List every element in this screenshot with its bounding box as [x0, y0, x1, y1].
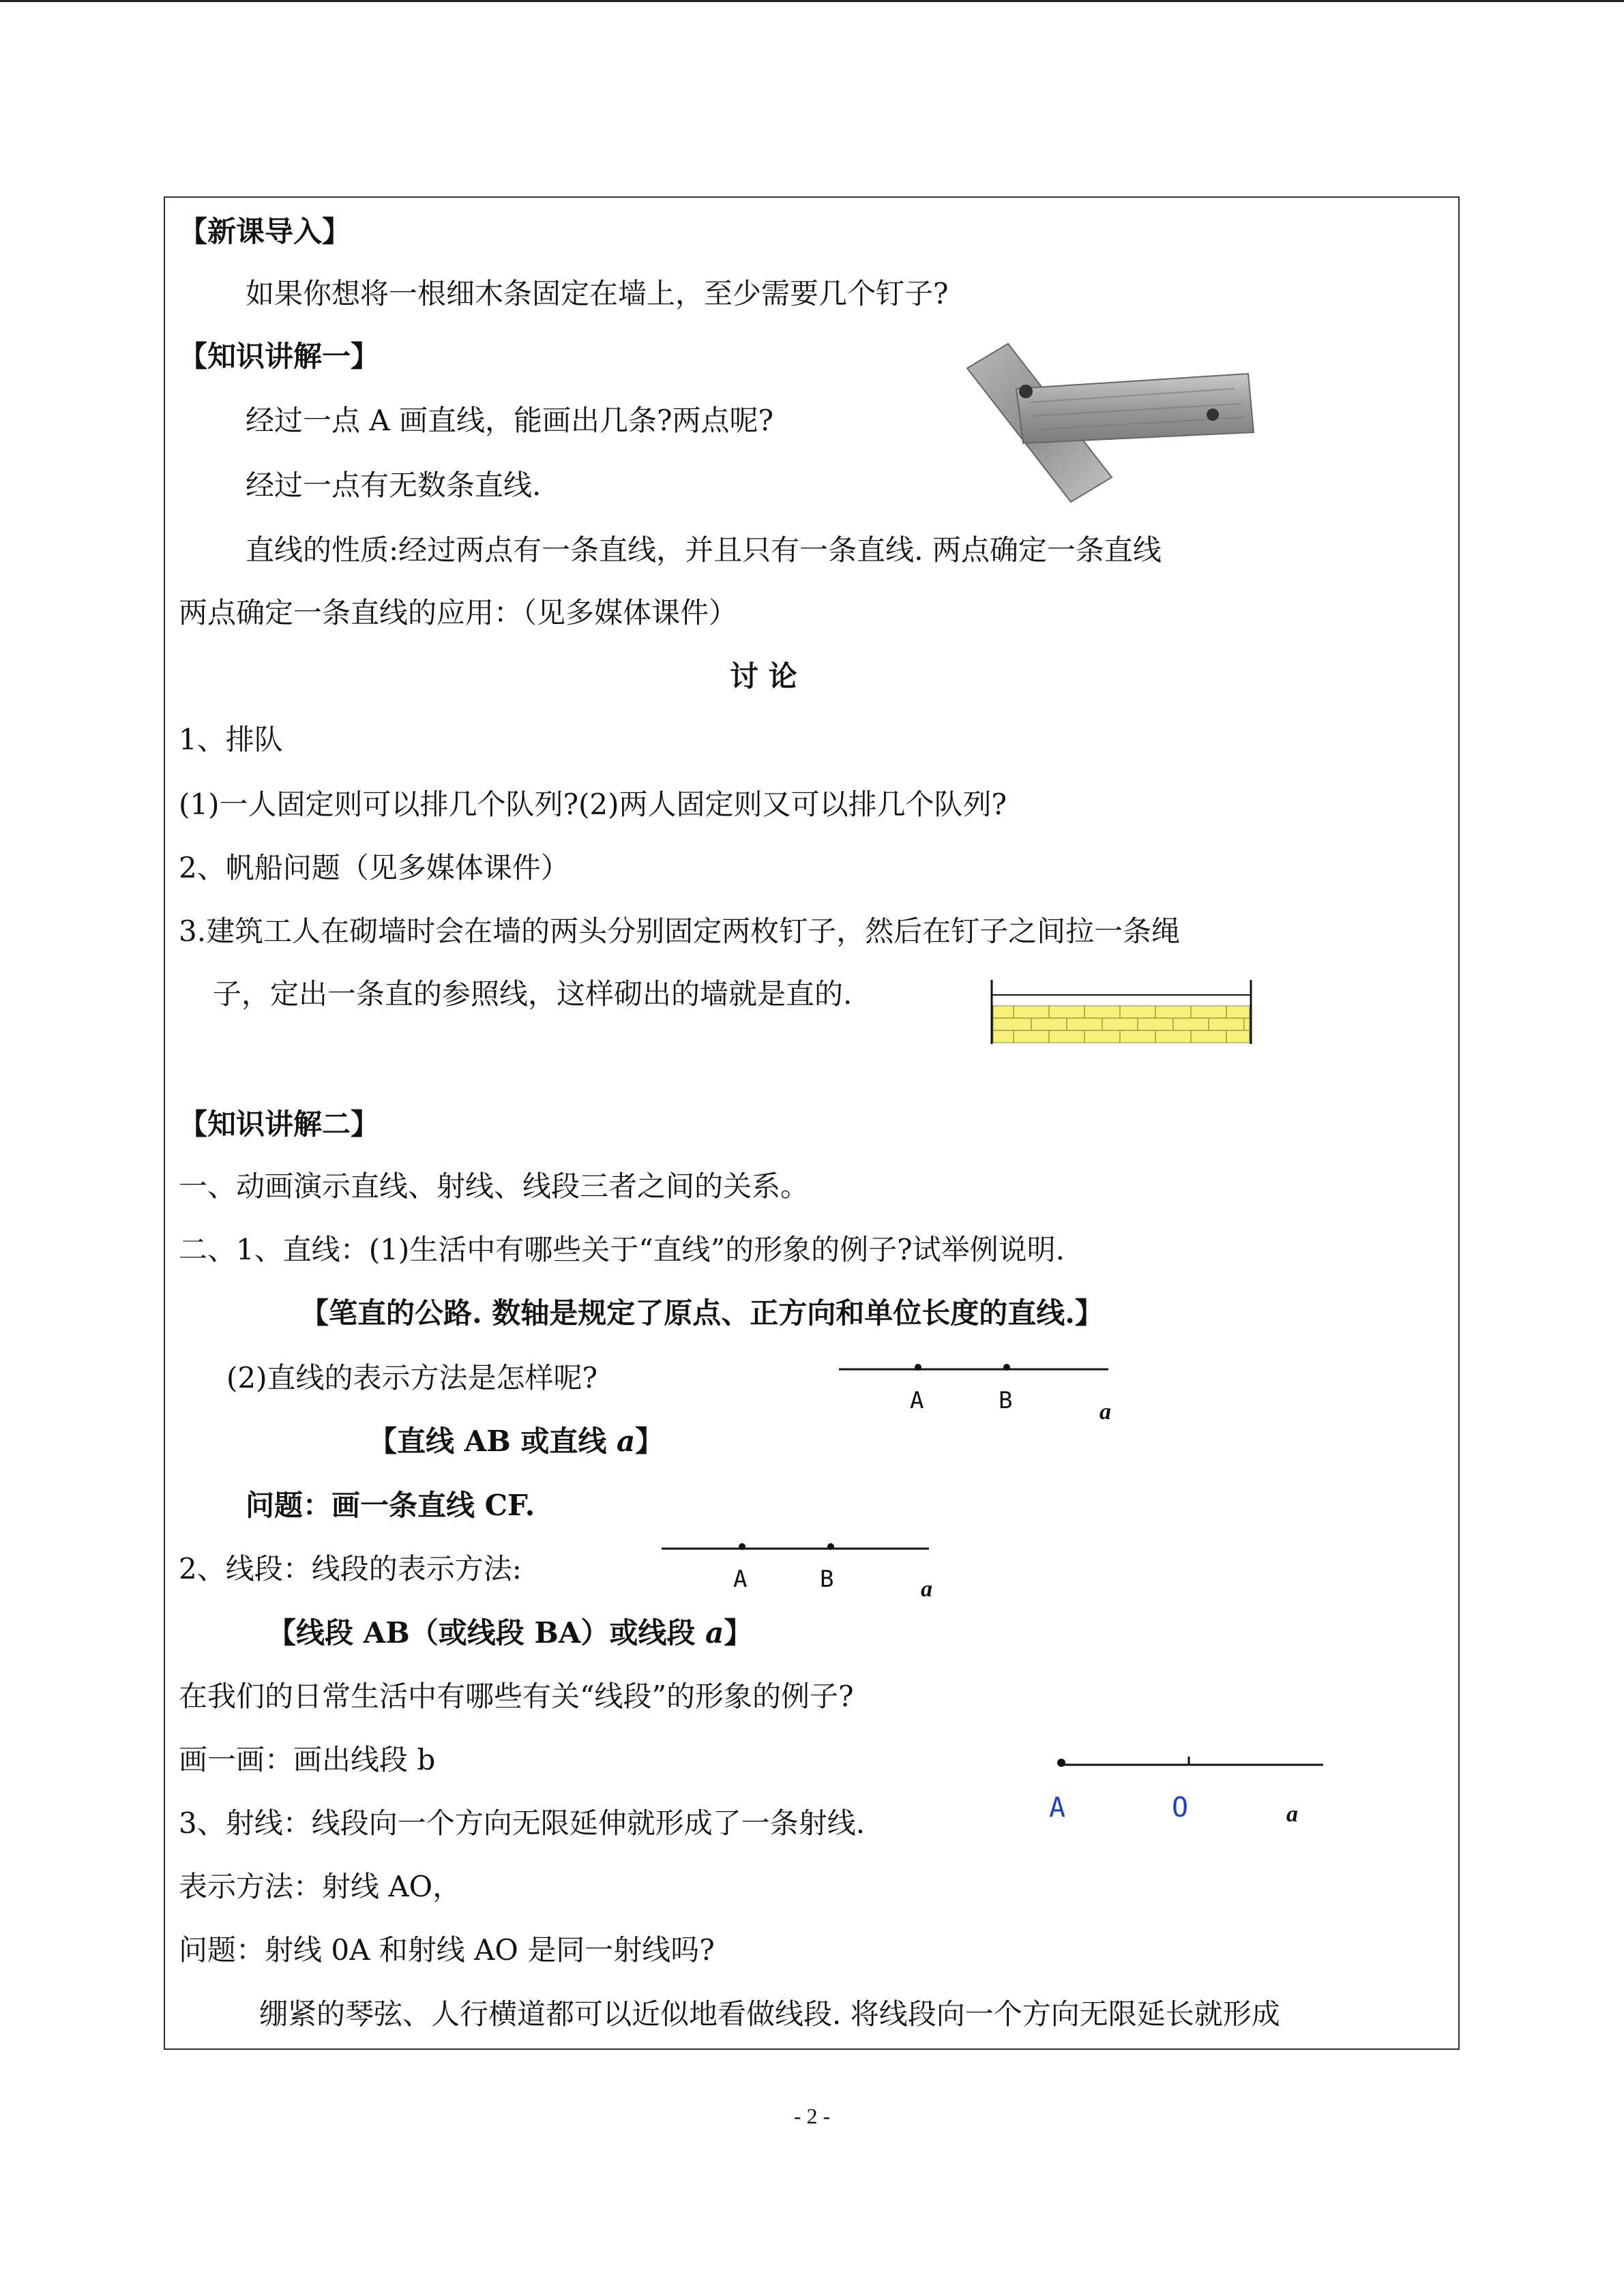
discussion-item-1-detail: (1)一人固定则可以排几个队列?(2)两人固定则又可以排几个队列?: [179, 788, 1007, 821]
ray-label-o: O: [1172, 1792, 1189, 1823]
line-ab-figure: [839, 1357, 1112, 1377]
text-line-answer: 【笔直的公路. 数轴是规定了原点、正方向和单位长度的直线.】: [300, 1296, 1104, 1330]
text-taut-string: 绷紧的琴弦、人行横道都可以近似地看做线段. 将线段向一个方向无限延长就形成: [259, 1997, 1280, 2031]
heading-knowledge-one: 【知识讲解一】: [179, 340, 380, 373]
heading-discussion: 讨 论: [730, 659, 797, 693]
segment-point-b: [827, 1543, 834, 1550]
text-draw-segment-b: 画一画：画出线段 b: [179, 1743, 436, 1776]
segment-ab-figure: [662, 1536, 934, 1557]
point-a-dot: [915, 1364, 921, 1371]
text-line-point-a: 经过一点 A 画直线，能画出几条?两点呢?: [246, 404, 774, 437]
text-line-property: 直线的性质:经过两点有一条直线，并且只有一条直线. 两点确定一条直线: [246, 533, 1162, 567]
page-number: - 2 -: [793, 2104, 831, 2128]
discussion-item-1: 1、排队: [179, 723, 283, 756]
question-nails: 如果你想将一根细木条固定在墙上，至少需要几个钉子?: [246, 277, 949, 310]
text-line-examples: 二、1、直线：(1)生活中有哪些关于“直线”的形象的例子?试举例说明.: [179, 1233, 1065, 1266]
top-border: [0, 0, 1624, 2]
discussion-item-2: 2、帆船问题（见多媒体课件）: [179, 851, 570, 884]
text-ray-definition: 3、射线：线段向一个方向无限延伸就形成了一条射线.: [179, 1806, 866, 1840]
segment-label-a: A: [733, 1566, 748, 1593]
text-ray-notation: 表示方法：射线 AO，: [179, 1870, 462, 1903]
line-name-a: a: [1099, 1399, 1111, 1425]
text-ray-question: 问题：射线 0A 和射线 AO 是同一射线吗?: [179, 1933, 715, 1967]
text-line-notation-question: (2)直线的表示方法是怎样呢?: [226, 1361, 598, 1395]
segment-name-a: a: [921, 1577, 932, 1602]
brick-wall-image: [989, 979, 1255, 1047]
text-infinite-lines: 经过一点有无数条直线.: [246, 468, 542, 502]
text-segment-examples: 在我们的日常生活中有哪些有关“线段”的形象的例子?: [179, 1680, 854, 1713]
wooden-sticks-image: [962, 341, 1269, 505]
text-line-notation-answer: 【直线 AB 或直线 a】: [368, 1425, 664, 1458]
ray-name-a: a: [1286, 1802, 1298, 1827]
line-label-a: A: [910, 1387, 924, 1414]
text-application: 两点确定一条直线的应用：（见多媒体课件）: [179, 596, 738, 629]
ray-ao-figure: [1050, 1751, 1330, 1772]
point-b-dot: [1003, 1364, 1010, 1371]
segment-label-b: B: [820, 1566, 834, 1593]
discussion-item-3-cont: 子，定出一条直的参照线，这样砌出的墙就是直的.: [213, 977, 853, 1011]
text-draw-line-cf: 问题：画一条直线 CF.: [246, 1489, 535, 1522]
line-label-b: B: [999, 1387, 1013, 1414]
heading-knowledge-two: 【知识讲解二】: [179, 1107, 380, 1141]
text-animation-demo: 一、动画演示直线、射线、线段三者之间的关系。: [179, 1169, 810, 1203]
text-segment-answer: 【线段 AB（或线段 BA）或线段 a】: [267, 1616, 753, 1650]
ray-label-a: A: [1049, 1792, 1066, 1823]
ray-endpoint-a: [1057, 1759, 1065, 1767]
text-segment-notation: 2、线段：线段的表示方法:: [179, 1552, 522, 1585]
heading-new-lesson: 【新课导入】: [179, 215, 351, 248]
discussion-item-3: 3.建筑工人在砌墙时会在墙的两头分别固定两枚钉子，然后在钉子之间拉一条绳: [179, 914, 1181, 948]
segment-point-a: [739, 1543, 745, 1550]
